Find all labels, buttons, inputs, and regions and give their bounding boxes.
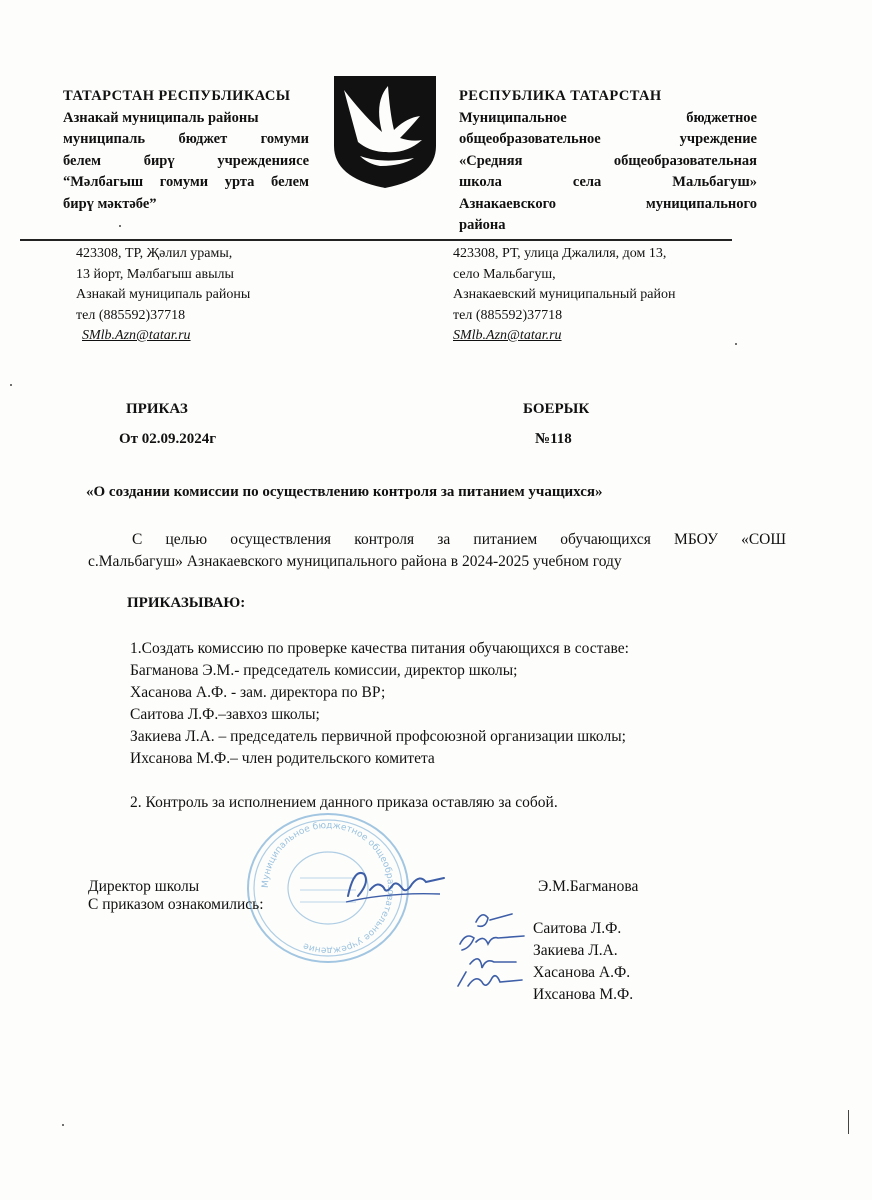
address-left-line1: 423308, ТР, Җәлил урамы, [76,246,233,261]
scan-speck [848,1110,849,1134]
scan-speck [119,225,121,227]
director-signature [340,862,450,912]
address-left-email[interactable]: SMlb.Azn@tatar.ru [82,328,191,343]
header-left-line2: Азнакай муниципаль районы [63,109,259,126]
item-2: 2. Контроль за исполнением данного приказа оставляю за собой. [130,794,558,811]
stamp-text: Муниципальное бюджетное общеобразовательное учреждение [260,820,396,956]
address-right [453,244,773,347]
header-right-line4: «Средняя общеобразовательная [459,152,757,169]
director-label: Директор школы [88,878,200,895]
acquainted-list [533,918,633,1006]
order-title-tt: БОЕРЫК [523,401,590,417]
header-right-line5: школа села Мальбагуш» [459,174,757,190]
preamble-line1: С целью осуществления контроля за питанием обучающихся МБОУ «СОШ [132,531,786,548]
bird-shield-icon [330,72,440,190]
preamble-line2: с.Мальбагуш» Азнакаевского муниципального района в 2024-2025 учебном году [88,553,622,570]
member-row: Саитова Л.Ф.–завхоз школы; [130,706,320,723]
header-right-line7: района [459,217,506,233]
address-left-phone: тел (885592)37718 [76,307,186,323]
member-row: Багманова Э.М.- председатель комиссии, директор школы; [130,662,518,679]
coat-of-arms-emblem [330,72,440,190]
header-left-line5: “Мәлбагыш гомуми урта белем [63,174,309,190]
member-row: Ихсанова М.Ф.– член родительского комитета [130,750,435,767]
scan-speck [735,343,737,345]
acquainted-name: Хасанова А.Ф. [533,964,631,981]
member-row: Хасанова А.Ф. - зам. директора по ВР; [130,684,386,701]
item-list [130,638,770,814]
header-right-block [459,86,757,237]
header-divider [20,239,732,241]
order-subject: «О создании комиссии по осуществлению контроля за питанием учащихся» [86,484,603,500]
address-left-line3: Азнакай муниципаль районы [76,287,251,302]
address-left-line2: 13 йорт, Мәлбагыш авылы [76,266,234,282]
address-right-email[interactable]: SMlb.Azn@tatar.ru [453,328,562,343]
order-title-ru: ПРИКАЗ [126,401,188,417]
preamble [88,529,786,573]
address-left [76,244,376,347]
header-left-line6: бирү мәктәбе” [63,195,157,212]
acquainted-label: С приказом ознакомились: [88,896,264,913]
header-right-line6: Азнакаевского муниципального [459,195,757,212]
scan-speck [10,384,12,386]
header-right-line1: РЕСПУБЛИКА ТАТАРСТАН [459,88,662,104]
order-number: №118 [535,431,572,447]
acquainted-name: Закиева Л.А. [533,942,618,959]
header-left-line4: белем бирү учрежденияcе [63,152,309,169]
acquainted-name: Ихсанова М.Ф. [533,986,634,1003]
order-date: От 02.09.2024г [119,431,217,447]
header-left-line3: муниципаль бюджет гомуми [63,131,309,147]
address-right-line1: 423308, РТ, улица Джалиля, дом 13, [453,246,667,261]
acquainted-name: Саитова Л.Ф. [533,920,622,937]
item-1: 1.Создать комиссию по проверке качества питания обучающихся в составе: [130,640,629,657]
staff-signatures [452,908,532,1004]
address-right-line2: село Мальбагуш, [453,266,556,282]
header-right-line3: общеобразовательное учреждение [459,131,757,147]
header-left-line1: ТАТАРСТАН РЕСПУБЛИКАСЫ [63,88,291,104]
header-right-line2: Муниципальное бюджетное [459,109,757,126]
address-right-line3: Азнакаевский муниципальный район [453,287,676,302]
directive: ПРИКАЗЫВАЮ: [127,595,246,611]
member-row: Закиева Л.А. – председатель первичной профсоюзной организации школы; [130,728,626,745]
header-left-block [63,86,309,215]
scan-speck [62,1124,64,1126]
address-right-phone: тел (885592)37718 [453,307,563,323]
director-name: Э.М.Багманова [538,878,639,895]
